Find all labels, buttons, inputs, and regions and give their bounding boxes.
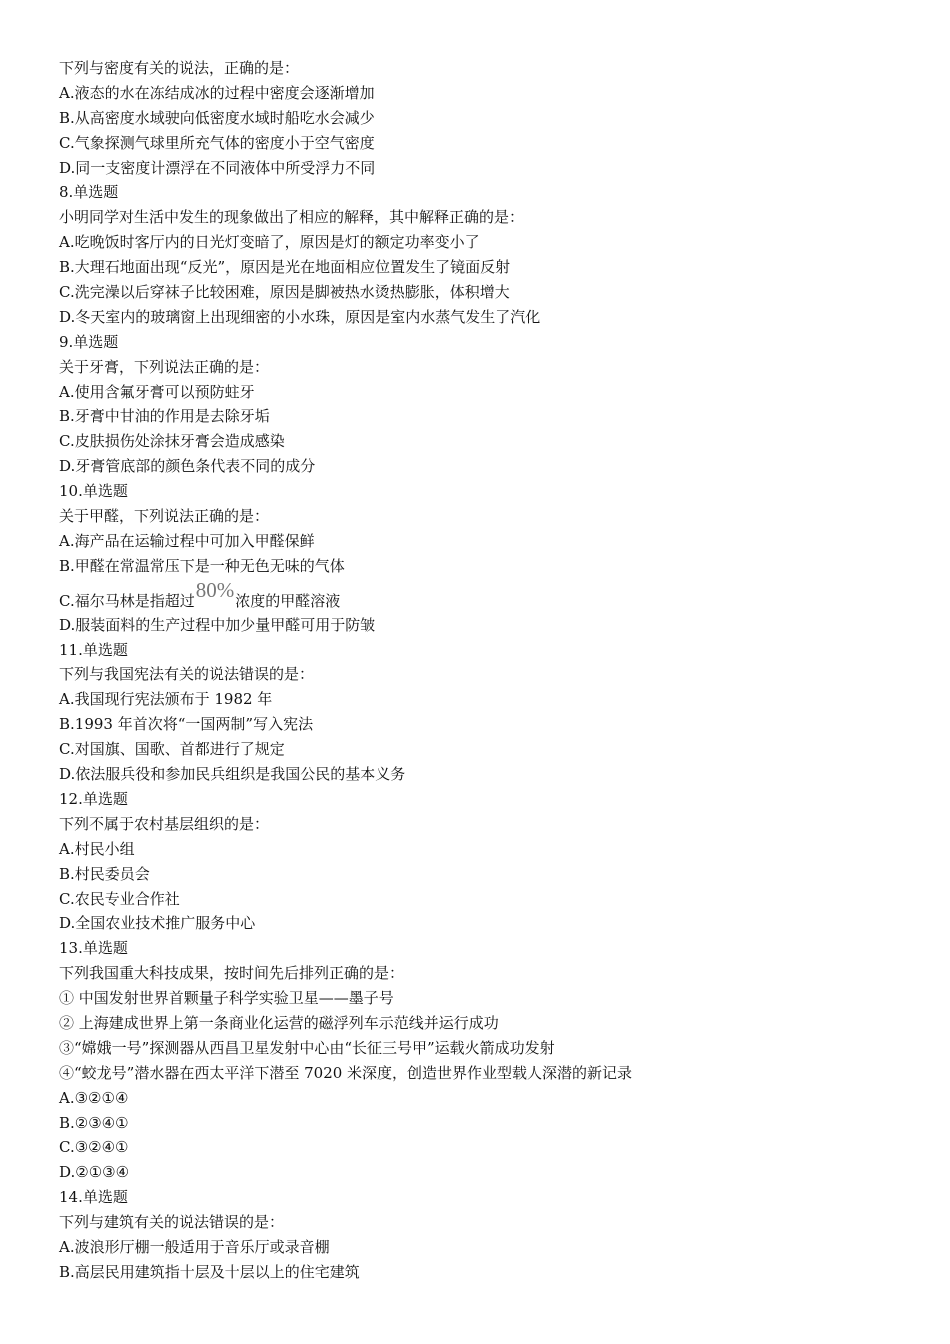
statement-item: ① 中国发射世界首颗量子科学实验卫星——墨子号 bbox=[59, 989, 394, 1008]
question-stem: 下列与密度有关的说法，正确的是： bbox=[59, 59, 300, 77]
option-d: D.②①③④ bbox=[59, 1163, 130, 1182]
option-d: D.依法服兵役和参加民兵组织是我国公民的基本义务 bbox=[59, 765, 406, 784]
question-stem: 下列与建筑有关的说法错误的是： bbox=[59, 1213, 285, 1232]
option-a: A.海产品在运输过程中可加入甲醛保鲜 bbox=[59, 531, 315, 550]
option-b: B.从高密度水域驶向低密度水域时船吃水会减少 bbox=[59, 108, 375, 127]
option-a: A.波浪形厅棚一般适用于音乐厅或录音棚 bbox=[59, 1237, 330, 1256]
option-a: A.液态的水在冻结成冰的过程中密度会逐渐增加 bbox=[59, 83, 375, 102]
question-header: 11.单选题 bbox=[59, 640, 128, 659]
option-d: D.牙膏管底部的颜色条代表不同的成分 bbox=[59, 457, 316, 476]
question-stem: 下列与我国宪法有关的说法错误的是： bbox=[59, 665, 315, 684]
option-c: C.皮肤损伤处涂抹牙膏会造成感染 bbox=[59, 432, 285, 451]
option-b: B.牙膏中甘油的作用是去除牙垢 bbox=[59, 407, 270, 426]
statement-item: ③“嫦娥一号”探测器从西昌卫星发射中心由“长征三号甲”运载火箭成功发射 bbox=[59, 1038, 555, 1057]
option-c: C.气象探测气球里所充气体的密度小于空气密度 bbox=[59, 133, 375, 152]
percent-figure: 80% bbox=[195, 577, 235, 602]
option-b: B.高层民用建筑指十层及十层以上的住宅建筑 bbox=[59, 1262, 360, 1281]
option-c: C.③②④① bbox=[59, 1138, 129, 1157]
option-a: A.使用含氟牙膏可以预防蛀牙 bbox=[59, 382, 255, 401]
option-c-text-before: C.福尔马林是指超过 bbox=[59, 591, 195, 610]
statement-item: ② 上海建成世界上第一条商业化运营的磁浮列车示范线并运行成功 bbox=[59, 1013, 499, 1032]
question-header: 13.单选题 bbox=[59, 939, 128, 958]
option-c-text-after: 浓度的甲醛溶液 bbox=[235, 591, 341, 610]
option-b: B.1993 年首次将“一国两制”写入宪法 bbox=[59, 715, 314, 734]
option-d: D.冬天室内的玻璃窗上出现细密的小水珠，原因是室内水蒸气发生了汽化 bbox=[59, 307, 541, 326]
option-d: D.同一支密度计漂浮在不同液体中所受浮力不同 bbox=[59, 158, 376, 177]
option-a: A.我国现行宪法颁布于 1982 年 bbox=[59, 690, 273, 709]
option-b: B.大理石地面出现“反光”，原因是光在地面相应位置发生了镜面反射 bbox=[59, 258, 511, 277]
question-header: 9.单选题 bbox=[59, 332, 119, 351]
option-b: B.②③④① bbox=[59, 1113, 129, 1132]
option-b: B.甲醛在常温常压下是一种无色无味的气体 bbox=[59, 556, 345, 575]
option-c: C.对国旗、国歌、首都进行了规定 bbox=[59, 740, 285, 759]
question-stem: 下列我国重大科技成果，按时间先后排列正确的是： bbox=[59, 964, 405, 983]
option-a: A.吃晚饭时客厅内的日光灯变暗了，原因是灯的额定功率变小了 bbox=[59, 233, 480, 252]
question-header: 14.单选题 bbox=[59, 1188, 128, 1207]
option-d: D.全国农业技术推广服务中心 bbox=[59, 914, 256, 933]
question-header: 10.单选题 bbox=[59, 482, 128, 501]
option-c: C.农民专业合作社 bbox=[59, 889, 180, 908]
option-c: C.洗完澡以后穿袜子比较困难，原因是脚被热水烫热膨胀，体积增大 bbox=[59, 283, 510, 302]
question-stem: 小明同学对生活中发生的现象做出了相应的解释，其中解释正确的是： bbox=[59, 208, 525, 227]
option-a: A.村民小组 bbox=[59, 839, 135, 858]
option-c bbox=[59, 579, 910, 613]
question-header: 8.单选题 bbox=[59, 183, 119, 202]
option-a: A.③②①④ bbox=[59, 1088, 129, 1107]
question-stem: 关于甲醛，下列说法正确的是： bbox=[59, 507, 270, 526]
option-d: D.服装面料的生产过程中加少量甲醛可用于防皱 bbox=[59, 615, 376, 634]
option-b: B.村民委员会 bbox=[59, 864, 150, 883]
question-stem: 关于牙膏，下列说法正确的是： bbox=[59, 357, 270, 376]
question-header: 12.单选题 bbox=[59, 789, 128, 808]
statement-item: ④“蛟龙号”潜水器在西太平洋下潜至 7020 米深度，创造世界作业型载人深潜的新记录 bbox=[59, 1063, 633, 1082]
question-stem: 下列不属于农村基层组织的是： bbox=[59, 814, 270, 833]
